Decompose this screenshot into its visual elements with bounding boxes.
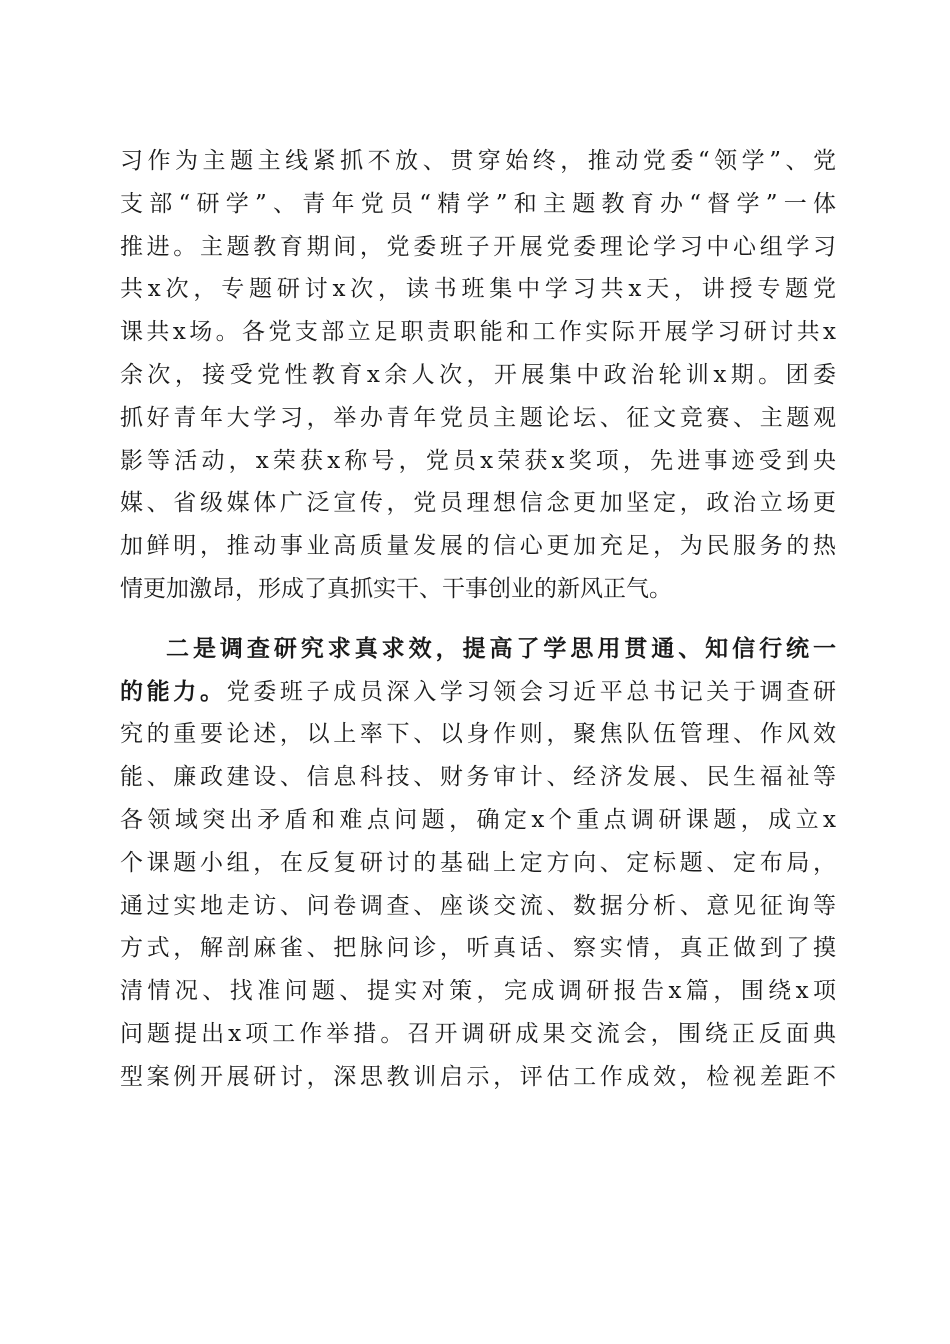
section-heading-tail: 的能力。 <box>120 677 227 705</box>
text-line: 推进。主题教育期间，党委班子开展党委理论学习中心组学习 <box>120 233 836 260</box>
section-heading <box>120 628 836 671</box>
text-line: 问题提出x项工作举措。召开调研成果交流会，围绕正反面典 <box>120 1020 836 1047</box>
text-line: 课共x场。各党支部立足职责职能和工作实际开展学习研讨共x <box>120 319 836 346</box>
text-line: 清情况、找准问题、提实对策，完成调研报告x篇，围绕x项 <box>120 978 836 1005</box>
paragraph-spacer <box>120 611 836 628</box>
text-line: 抓好青年大学习，举办青年党员主题论坛、征文竞赛、主题观 <box>120 404 836 431</box>
paragraph-1 <box>120 140 836 611</box>
text-line: 能、廉政建设、信息科技、财务审计、经济发展、民生福祉等 <box>120 764 836 791</box>
text-line: 究的重要论述，以上率下、以身作则，聚焦队伍管理、作风效 <box>120 721 836 748</box>
text-line: 方式，解剖麻雀、把脉问诊，听真话、察实情，真正做到了摸 <box>120 935 836 962</box>
text-line: 通过实地走访、问卷调查、座谈交流、数据分析、意见征询等 <box>120 892 836 919</box>
document-body <box>120 140 836 1099</box>
text-line: 加鲜明，推动事业高质量发展的信心更加充足，为民服务的热 <box>120 533 836 560</box>
text-line-rest: 党委班子成员深入学习领会习近平总书记关于调查研 <box>226 678 836 705</box>
text-line: 余次，接受党性教育x余人次，开展集中政治轮训x期。团委 <box>120 361 836 388</box>
text-line: 习作为主题主线紧抓不放、贯穿始终，推动党委“领学”、党 <box>120 148 836 174</box>
text-line: 支部“研学”、青年党员“精学”和主题教育办“督学”一体 <box>120 190 836 217</box>
section-heading-text: 二是调查研究求真求效，提高了学思用贯通、知信行统一 <box>166 634 836 662</box>
text-line: 影等活动，x荣获x称号，党员x荣获x奖项，先进事迹受到央 <box>120 447 836 474</box>
text-line: 个课题小组，在反复研讨的基础上定方向、定标题、定布局， <box>120 849 836 876</box>
text-line: 型案例开展研讨，深思教训启示，评估工作成效，检视差距不 <box>120 1063 836 1090</box>
text-line: 共x次，专题研讨x次，读书班集中学习共x天，讲授专题党 <box>120 276 836 303</box>
text-line <box>120 671 836 714</box>
paragraph-2 <box>120 628 836 1099</box>
text-line: 各领域突出矛盾和难点问题，确定x个重点调研课题，成立x <box>120 806 836 833</box>
text-line: 情更加激昂，形成了真抓实干、干事创业的新风正气。 <box>120 575 672 602</box>
text-line: 媒、省级媒体广泛宣传，党员理想信念更加坚定，政治立场更 <box>120 490 836 517</box>
